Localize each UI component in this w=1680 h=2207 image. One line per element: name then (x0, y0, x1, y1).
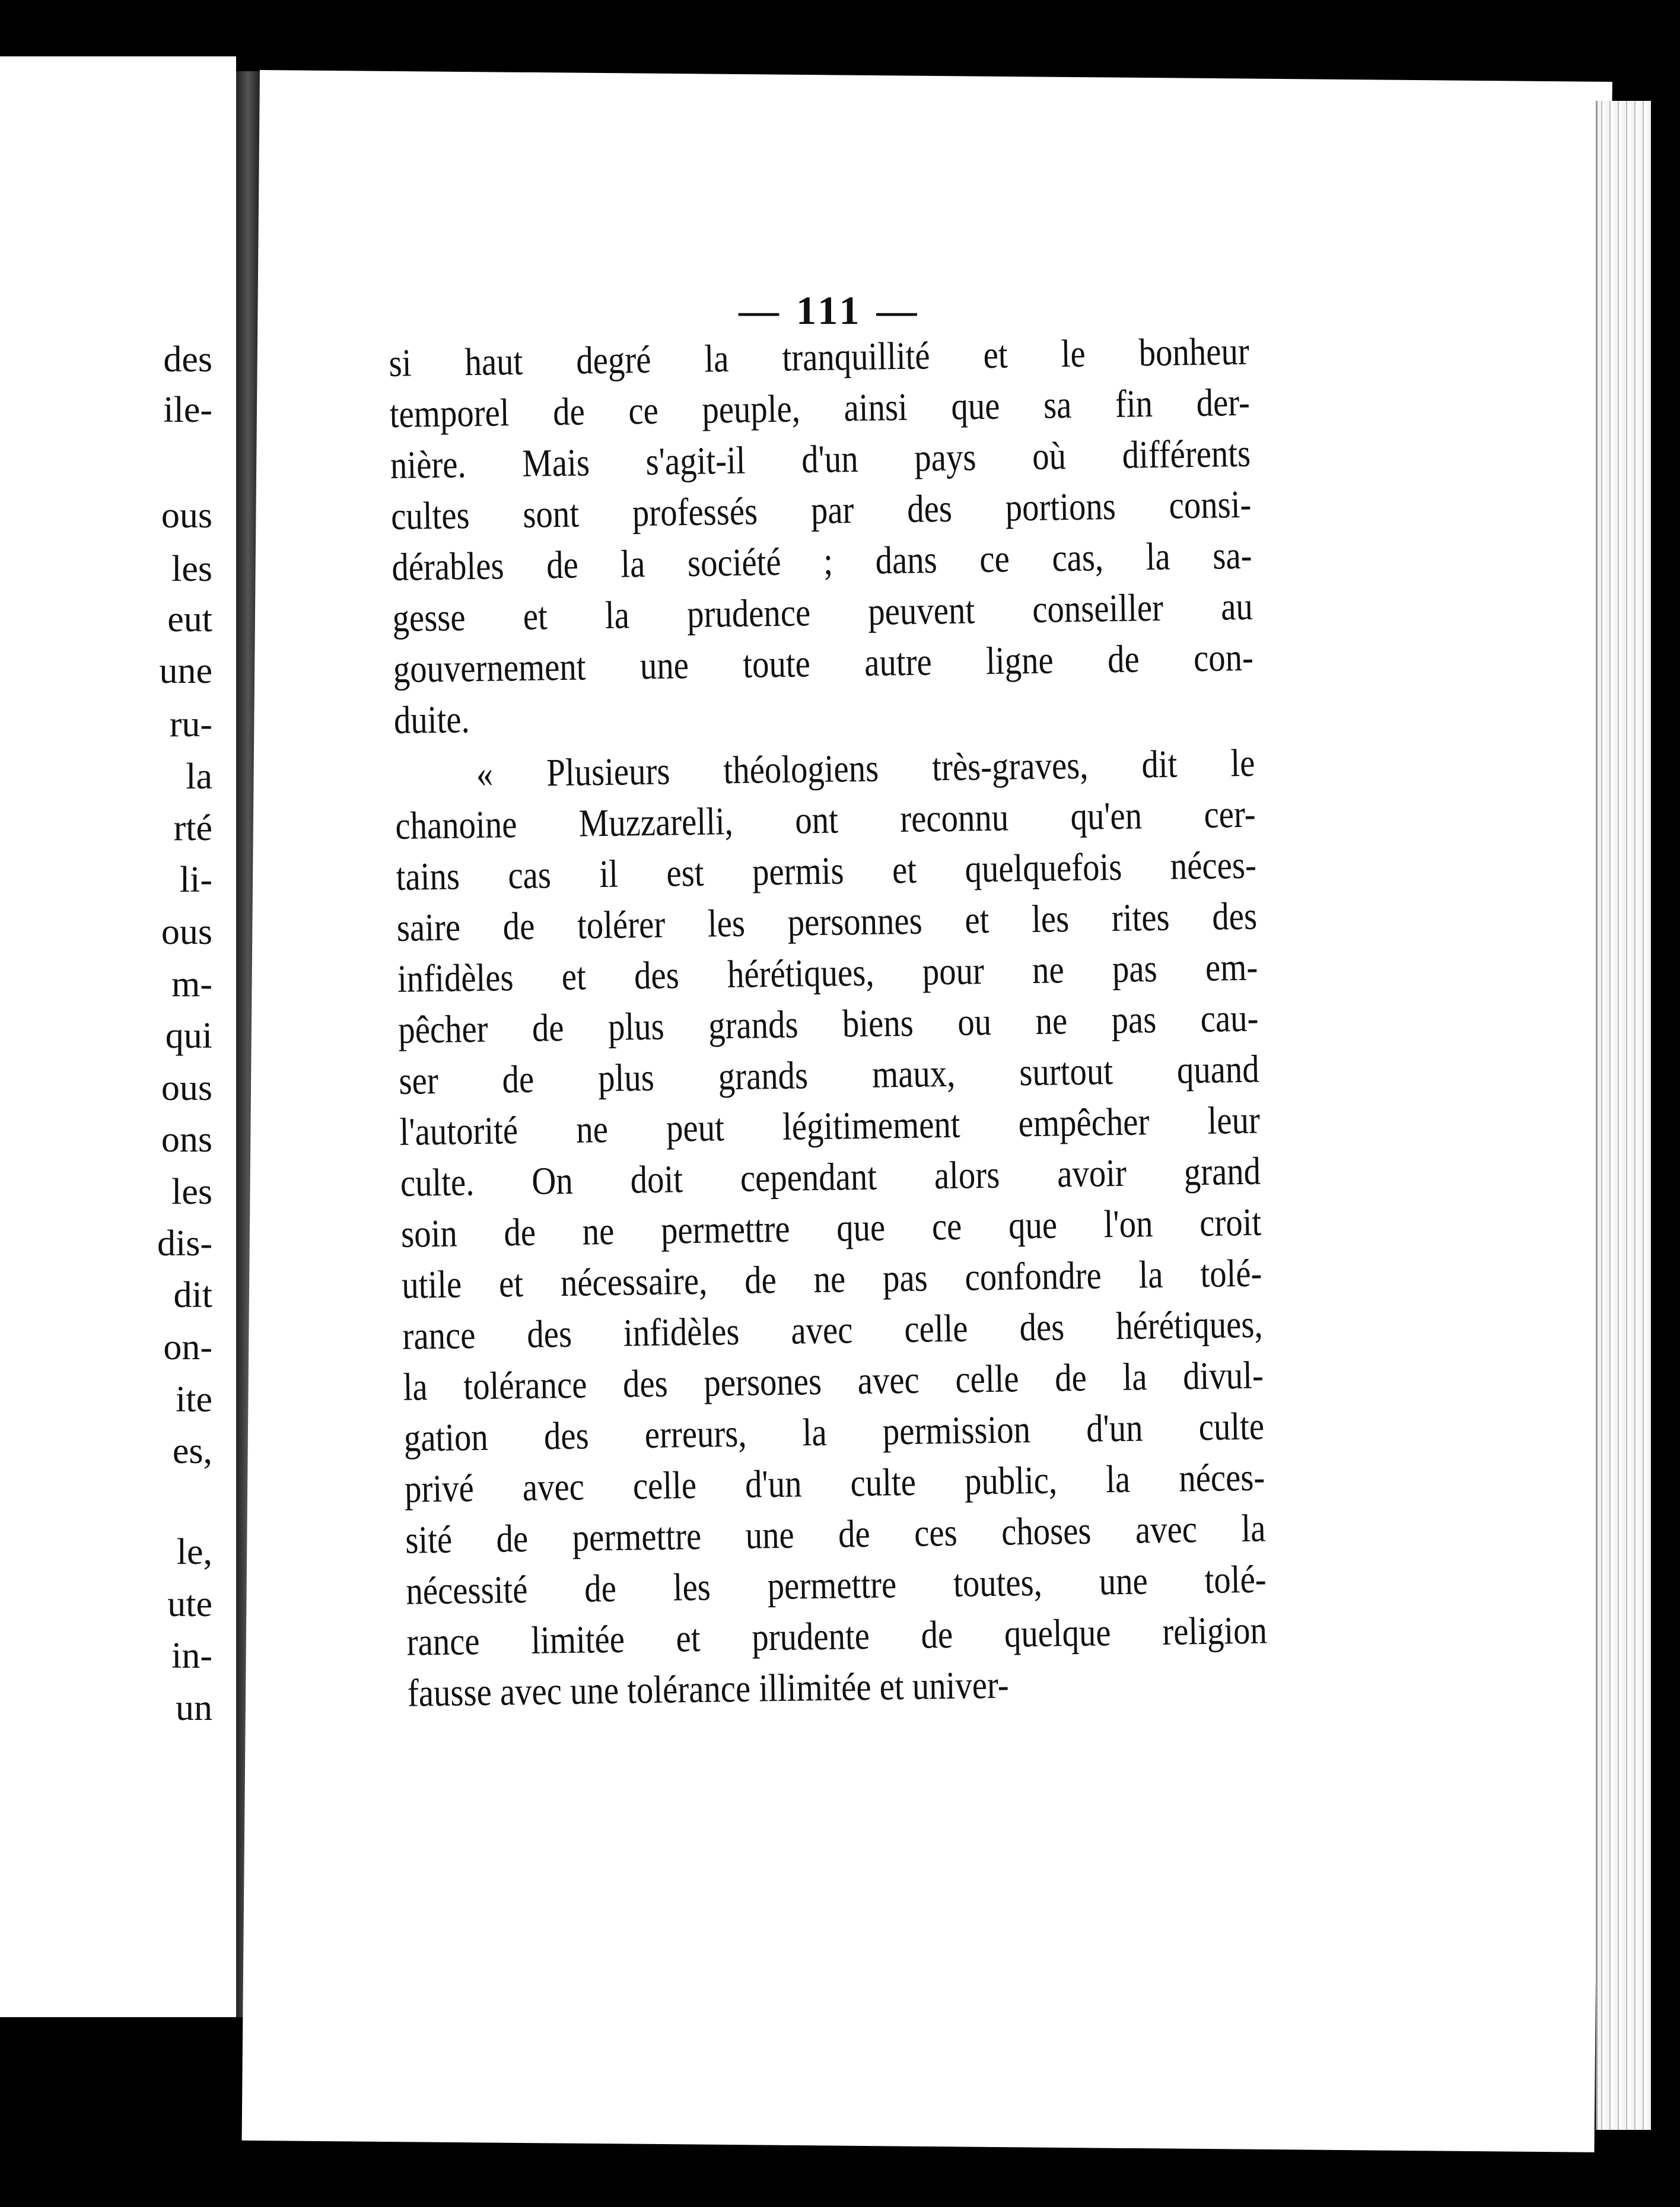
text-line: si haut degré la tranquillité et le bonheur (389, 329, 1250, 385)
text-line: « Plusieurs théologiens très-graves, dit le (476, 741, 1255, 796)
text-line: nière. Mais s'agit-il d'un pays où différents (390, 431, 1251, 487)
left-page-fragment: un (176, 1688, 212, 1728)
left-page-fragment: qui (165, 1016, 212, 1056)
left-page-fragment: ous (161, 1068, 212, 1108)
left-page-fragment: les (171, 549, 212, 589)
text-line: utile et nécessaire, de ne pas confondre la tolé- (401, 1251, 1262, 1307)
text-line: gation des erreurs, la permission d'un culte (403, 1404, 1265, 1460)
left-page-fragment: ite (176, 1379, 212, 1420)
left-page-fragment: ous (161, 912, 212, 952)
left-page-fragment: li- (179, 860, 212, 900)
left-page-fragment: les (171, 1172, 212, 1212)
left-page-fragment: dis- (157, 1223, 212, 1264)
text-line: saire de tolérer les personnes et les rites des (396, 894, 1258, 950)
text-line: chanoine Muzzarelli, ont reconnu qu'en cer- (394, 792, 1256, 848)
page-number: — 111 — (739, 288, 921, 333)
left-page-fragment: in- (171, 1636, 212, 1676)
text-line: ser de plus grands maux, surtout quand (398, 1047, 1260, 1103)
left-page-fragment: m- (171, 964, 212, 1004)
text-line: l'autorité ne peut légitimement empêcher leur (399, 1098, 1261, 1154)
left-page-fragment: ute (167, 1584, 212, 1624)
left-page-fragment: une (159, 651, 212, 691)
left-page-fragment: ru- (169, 704, 212, 745)
left-page-fragment: la (186, 756, 212, 797)
text-line: dérables de la société ; dans ce cas, la sa- (391, 533, 1253, 589)
left-page (0, 56, 236, 2017)
left-page-fragment: le, (176, 1532, 212, 1572)
text-line: nécessité de les permettre toutes, une tolé- (405, 1557, 1267, 1613)
text-line: privé avec celle d'un culte public, la néces- (404, 1455, 1265, 1511)
text-line: culte. On doit cependant alors avoir grand (400, 1149, 1261, 1205)
text-line: duite. (393, 698, 470, 742)
text-line: pêcher de plus grands biens ou ne pas cau- (397, 996, 1259, 1052)
text-line: fausse avec une tolérance illimitée et univer- (407, 1663, 1010, 1715)
paragraph-1 (389, 326, 1254, 746)
left-page-fragment: dit (173, 1275, 212, 1315)
text-line: tains cas il est permis et quelquefois néces- (396, 843, 1257, 899)
text-line: temporel de ce peuple, ainsi que sa fin der- (389, 380, 1251, 436)
page-edges (1596, 101, 1651, 2130)
text-line: sité de permettre une de ces choses avec la (405, 1506, 1266, 1562)
text-line: cultes sont professés par des portions consi- (390, 482, 1252, 538)
left-page-fragment: es, (172, 1431, 212, 1471)
text-line: la tolérance des persones avec celle de la divul- (403, 1353, 1264, 1409)
left-page-fragment: ous (161, 495, 212, 536)
left-page-fragment: des (163, 339, 212, 380)
left-page-fragment: ile- (163, 390, 212, 430)
left-page-fragment: rté (173, 808, 212, 848)
text-line: soin de ne permettre que ce que l'on croit (400, 1200, 1262, 1256)
body-text (389, 326, 1268, 1719)
text-line: infidèles et des hérétiques, pour ne pas em- (397, 945, 1258, 1001)
left-page-fragment: on- (163, 1327, 212, 1368)
text-line: gesse et la prudence peuvent conseiller au (392, 584, 1253, 640)
left-page-fragment: ons (161, 1120, 212, 1160)
text-line: rance limitée et prudente de quelque religion (406, 1608, 1268, 1664)
text-line: gouvernement une toute autre ligne de con- (393, 635, 1254, 691)
left-page-fragment: eut (167, 599, 212, 640)
paragraph-2 (394, 738, 1268, 1719)
text-line: rance des infidèles avec celle des hérétiques, (402, 1302, 1264, 1358)
